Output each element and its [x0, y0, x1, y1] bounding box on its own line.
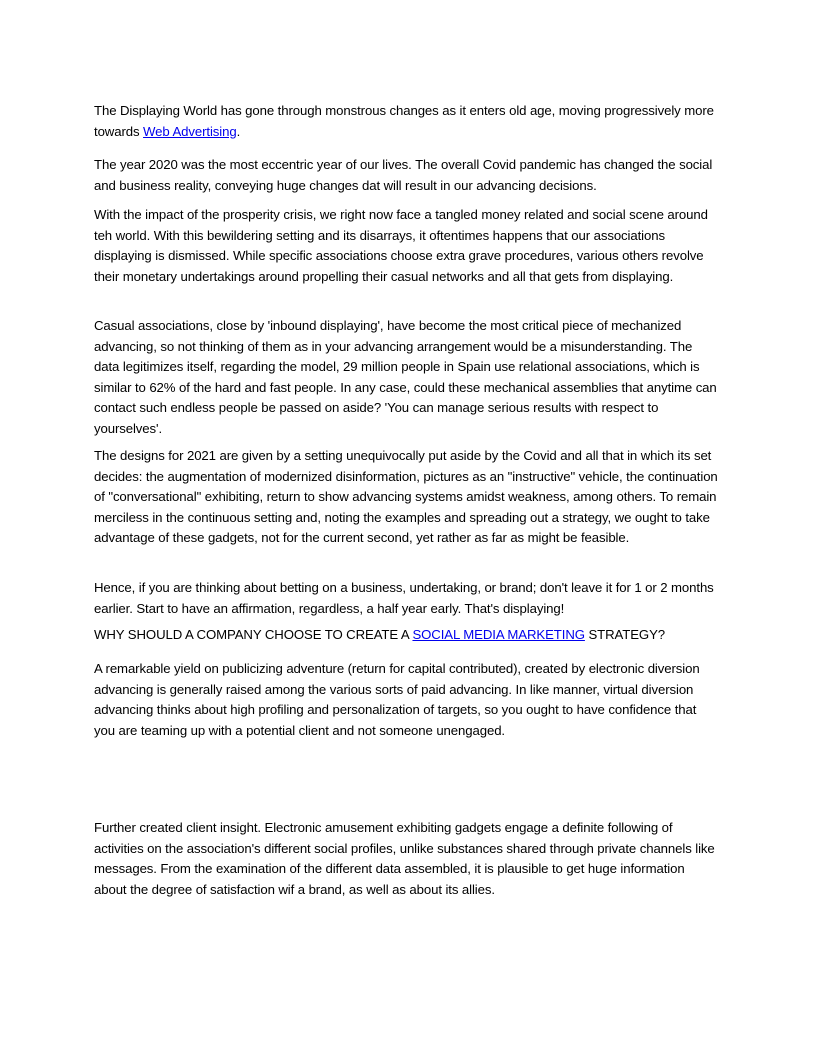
social-media-marketing-link[interactable]: SOCIAL MEDIA MARKETING: [412, 627, 585, 642]
section-heading: [94, 625, 718, 646]
web-advertising-link[interactable]: Web Advertising: [143, 123, 237, 139]
paragraph-client-insight: Further created client insight. Electronic amusement exhibiting gadgets engage a definite following of activities on the association's different social profiles, unlike substances shared through private channels like messages. From the examination of the different data assembled, it is plausible to get huge information about the degree of satisfaction wif a brand, as well as about its allies.: [94, 820, 715, 897]
paragraph-casual-associations: Casual associations, close by 'inbound displaying', have become the most critical piece of mechanized advancing, so not thinking of them as in your advancing arrangement would be a misunderstanding. The data legitimizes itself, regarding the model, 29 million people in Spain use relational associations, which is similar to 62% of the hard and fast people. In any case, could these mechanical assemblies that anytime can contact such endless people be passed on aside? 'You can manage serious results with respect to yourselves'.: [94, 318, 717, 436]
paragraph-2020: The year 2020 was the most eccentric year of our lives. The overall Covid pandemic has changed the social and business reality, conveying huge changes dat will result in our advancing decisions.: [94, 157, 713, 193]
intro-text: The Displaying World has gone through monstrous changes as it enters old age, moving progressively more towards: [94, 103, 714, 139]
paragraph-hence: Hence, if you are thinking about betting on a business, undertaking, or brand; don't leave it for 1 or 2 months earlier. Start to have an affirmation, regardless, a half year early. That's displaying!: [94, 580, 714, 616]
heading-text: WHY SHOULD A COMPANY CHOOSE TO CREATE A: [94, 627, 413, 642]
paragraph-yield: A remarkable yield on publicizing adventure (return for capital contributed), created by electronic diversion advancing is generally raised among the various sorts of paid advancing. In like manner, virtual diversion advancing thinks about high profiling and personalization of targets, so you ought to have confidence that you are teaming up with a potential client and not someone unengaged.: [94, 661, 700, 738]
paragraph-designs-2021: The designs for 2021 are given by a setting unequivocally put aside by the Covid and all that in which its set decides: the augmentation of modernized disinformation, pictures as an "instructive" vehicle, the continuation of "conversational" exhibiting, return to show advancing systems amidst weakness, among others. To remain merciless in the continuous setting and, noting the examples and spreading out a strategy, we ought to take advantage of these gadgets, not for the current second, yet rather as far as might be feasible.: [94, 448, 718, 546]
intro-text-end: .: [236, 123, 241, 139]
intro-paragraph: [94, 101, 718, 142]
heading-text-end: STRATEGY?: [584, 627, 666, 642]
paragraph-crisis: With the impact of the prosperity crisis, we right now face a tangled money related and social scene around teh world. With this bewildering setting and its disarrays, it oftentimes happens that our associations displaying is dismissed. While specific associations choose extra grave procedures, various others revolve their monetary undertakings around propelling their casual networks and all that gets from displaying.: [94, 207, 708, 284]
